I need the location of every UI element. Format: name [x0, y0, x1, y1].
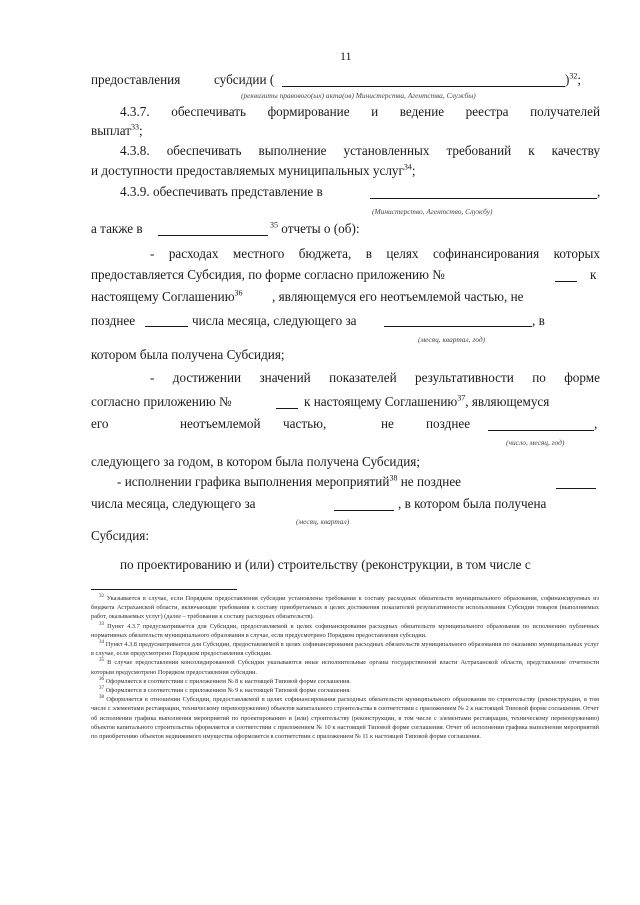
- ispolnenii-text: - исполнении графика выполнения мероприятий: [117, 474, 390, 489]
- text-neotemlemoy: неотъемлемой: [180, 416, 261, 431]
- footnote-number: 34: [99, 639, 104, 645]
- text-predostavlyaetsya: предоставляется Субсидия, по форме согласно приложению №: [91, 267, 445, 282]
- footnote-36: [91, 677, 599, 686]
- text-ne: не: [381, 416, 394, 431]
- vyplat-word: выплат: [91, 123, 132, 138]
- footnote-37: [91, 686, 599, 695]
- caption-period: (месяц, квартал, год): [418, 335, 486, 344]
- item-dostizhenii: - достижении значений показателей результативности по форме: [150, 370, 600, 385]
- soglasheniyu: настоящему Соглашению: [91, 289, 235, 304]
- para-4-3-8: 4.3.8. обеспечивать выполнение установленных требований к качеству: [120, 143, 600, 158]
- blank-period: [384, 326, 532, 327]
- text-v-kotorom: , в котором была получена: [398, 496, 547, 511]
- caption-period-2: (месяц, квартал): [296, 517, 350, 526]
- blank-recipient: [158, 235, 268, 236]
- text-k: к: [590, 267, 597, 282]
- paren-close: ): [565, 72, 570, 87]
- semicolon: ;: [411, 163, 416, 178]
- text-po-proektirovaniyu: по проектированию и (или) строительству (реконструкции, в том числе с: [120, 557, 531, 572]
- footnote-ref-35: 35: [270, 220, 278, 230]
- para-4-3-9: 4.3.9. обеспечивать представление в: [120, 184, 323, 199]
- item-ispolnenii: [117, 474, 461, 490]
- text-v: , в: [532, 313, 545, 328]
- caption-legal-act: (реквизиты правового(ых) акта(ов) Министерства, Агентства, Службы): [241, 91, 476, 100]
- footnote-34: [91, 640, 599, 658]
- footnote-ref-37: 37: [457, 393, 466, 403]
- footnote-number: 37: [99, 685, 104, 691]
- footnote-32: [91, 594, 599, 622]
- text-otchety: [270, 221, 360, 237]
- text-nastoyashchemu: [91, 289, 243, 305]
- text-a-takzhe-v: а также в: [91, 221, 143, 236]
- text-subsidii: субсидии (: [214, 72, 275, 87]
- footnote-separator: [91, 589, 237, 590]
- text-soglasno: согласно приложению №: [91, 394, 232, 409]
- footnote-number: 38: [99, 695, 104, 701]
- text-sleduyushchego: следующего за годом, в котором была получена Субсидия;: [91, 454, 420, 469]
- text-yavlyayushchemusya: , являющемуся его неотъемлемой частью, не: [272, 289, 524, 304]
- soglasheniyu-2: к настоящему Соглашению: [304, 394, 458, 409]
- footnotes: [91, 594, 599, 741]
- footnote-ref-36: 36: [234, 288, 243, 298]
- footnote-text: Пункт 4.3.8 предусматривается для Субсидии, предоставляемой в целях софинансирования расходных обязательств муниципального образования по оказанию муниципальных услуг в случае, если предусмотрено Порядком предоставления субсидии.: [91, 641, 599, 658]
- text-predostavleniya: предоставления: [91, 72, 181, 87]
- dostupnosti-text: и доступности предоставляемых муниципальных услуг: [91, 163, 404, 178]
- text-chisla: числа месяца, следующего за: [192, 313, 357, 328]
- text-dostupnosti: [91, 163, 416, 179]
- footnote-ref-34: 34: [403, 162, 412, 172]
- line1-close: [565, 72, 581, 88]
- ne-pozdnee: не позднее: [400, 474, 462, 489]
- footnote-text: Оформляется в отношении Субсидии, предоставляемой в целях софинансирования расходных обязательств муниципального образования по строительству (реконструкции, в том числе с элементами реставрации, техническому перевооружению) объектов капитального строительства в соответствии с приложением № 2 к настоящей Типовой форме соглашения. Отчет об исполнении графика выполнения мероприятий по проектированию и (или) строительству (реконструкции, в том числе с элементами реставрации, техническому перевооружению) объектов капитального строительства оформляется в соответствии с приложением № 10 к настоящей Типовой форме соглашения. Отчет об исполнении графика выполнения мероприятий по приобретению объектов недвижимого имущества оформляется в соответствии с приложением № 11 к настоящей Типовой форме соглашения.: [91, 696, 599, 741]
- footnote-text: Пункт 4.3.7 предусматривается для Субсидии, предоставляемой в целях софинансирования расходных обязательств муниципального образования по исполнению публичных нормативных обязательств муниципального образования в случае, если предусмотрено Порядком предоставления субсидии.: [91, 622, 599, 639]
- comma: ,: [597, 184, 601, 199]
- blank-day: [145, 326, 188, 327]
- text-chastyu: частью,: [283, 416, 327, 431]
- footnote-text: Указывается в случае, если Порядком предоставления субсидии установлены требования к составу расходных обязательств муниципального образования, софинансируемых из бюджета Астраханской области, включающие требования к составу приобретаемых в целях достижения показателей результативности использования Субсидии товаров (выполняемых работ, оказываемых услуг) (далее – требования к составу расходных обязательств).: [91, 595, 599, 621]
- footnote-text: Оформляется в соответствии с приложением № 9 к настоящей Типовой форме соглашения.: [104, 687, 351, 695]
- page-number: 11: [340, 49, 352, 63]
- caption-ministry: (Министерство, Агентство, Службу): [372, 207, 493, 216]
- footnote-number: 35: [99, 658, 104, 664]
- text-pozdnee-2: позднее: [426, 416, 471, 431]
- text-ego: его: [91, 416, 109, 431]
- text-pozdnee: позднее: [91, 313, 136, 328]
- yavlyayushchemusya-2: , являющемуся: [465, 394, 550, 409]
- footnote-ref-38: 38: [389, 473, 398, 483]
- footnote-ref-32: 32: [569, 71, 578, 81]
- footnote-33: [91, 622, 599, 640]
- footnote-text: Оформляется в соответствии с приложением № 8 к настоящей Типовой форме соглашения.: [104, 677, 351, 685]
- blank-legal-act: [282, 86, 565, 87]
- comma-2: ,: [594, 416, 598, 431]
- semicolon: ;: [577, 72, 582, 87]
- footnote-number: 33: [99, 621, 104, 627]
- caption-date: (число, месяц, год): [506, 438, 565, 447]
- blank-day-2: [556, 488, 596, 489]
- para-4-3-7: 4.3.7. обеспечивать формирование и ведение реестра получателей: [120, 104, 600, 119]
- blank-date: [488, 430, 594, 431]
- footnote-ref-33: 33: [131, 122, 140, 132]
- footnote-38: [91, 695, 599, 741]
- blank-ministry: [370, 198, 597, 199]
- blank-appendix-no-2: [276, 408, 298, 409]
- blank-period-2: [334, 510, 394, 511]
- text-subsidiya: Субсидия:: [91, 528, 150, 543]
- text-kotorom: котором была получена Субсидия;: [91, 347, 285, 362]
- text-k-soglasheniyu: [304, 394, 549, 410]
- footnote-number: 32: [99, 593, 104, 599]
- item-rashody: - расходах местного бюджета, в целях софинансирования которых: [150, 246, 600, 261]
- semicolon: ;: [139, 123, 143, 138]
- footnote-number: 36: [99, 676, 104, 682]
- text-chisla-2: числа месяца, следующего за: [91, 496, 256, 511]
- blank-appendix-no-1: [555, 281, 577, 282]
- footnote-text: В случае предоставления консолидированной Субсидии указываются иные исполнительные органы государственной власти Астраханской области, представление отчетности которым предусмотрено Порядком предоставления субсидии.: [91, 659, 599, 676]
- footnote-35: [91, 658, 599, 676]
- text-vyplat: [91, 123, 143, 139]
- otchety-text: отчеты о (об):: [281, 221, 360, 236]
